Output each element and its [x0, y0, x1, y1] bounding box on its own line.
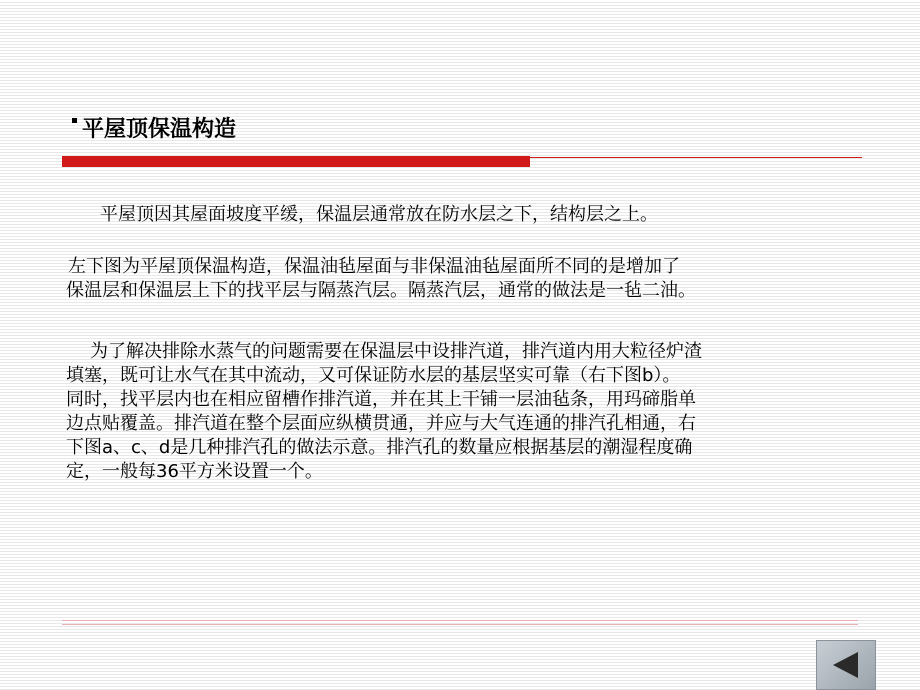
paragraph-2-line-2: 保温层和保温层上下的找平层与隔蒸汽层。隔蒸汽层，通常的做法是一毡二油。	[66, 280, 696, 301]
paragraph-3-line-4: 边点贴覆盖。排汽道在整个层面应纵横贯通，并应与大气连通的排汽孔相通，右	[66, 413, 696, 434]
footer-rule	[62, 624, 858, 625]
title-underline-bar	[62, 156, 530, 167]
paragraph-3-line-5: 下图a、c、d是几种排汽孔的做法示意。排汽孔的数量应根据基层的潮湿程度确	[66, 437, 693, 458]
bullet-icon	[72, 118, 77, 123]
paragraph-3-line-2: 填塞，既可让水气在其中流动，又可保证防水层的基层坚实可靠（右下图b）。	[66, 365, 681, 386]
slide-title-text: 平屋顶保温构造	[82, 117, 237, 142]
paragraph-3-line-1: 为了解决排除水蒸气的问题需要在保温层中设排汽道，排汽道内用大粒径炉渣	[90, 341, 702, 362]
paragraph-1: 平屋顶因其屋面坡度平缓，保温层通常放在防水层之下，结构层之上。	[100, 204, 658, 225]
triangle-left-icon	[830, 650, 862, 680]
paragraph-2-line-1: 左下图为平屋顶保温构造，保温油毡屋面与非保温油毡屋面所不同的是增加了	[68, 256, 680, 277]
back-button[interactable]	[816, 640, 876, 690]
title-underline-rule	[530, 157, 862, 158]
paragraph-3-line-6: 定，一般每36平方米设置一个。	[66, 461, 323, 482]
slide-title	[72, 112, 236, 143]
paragraph-3-line-3: 同时，找平层内也在相应留槽作排汽道，并在其上干铺一层油毡条，用玛碲脂单	[66, 389, 696, 410]
footer-rule	[62, 620, 858, 621]
